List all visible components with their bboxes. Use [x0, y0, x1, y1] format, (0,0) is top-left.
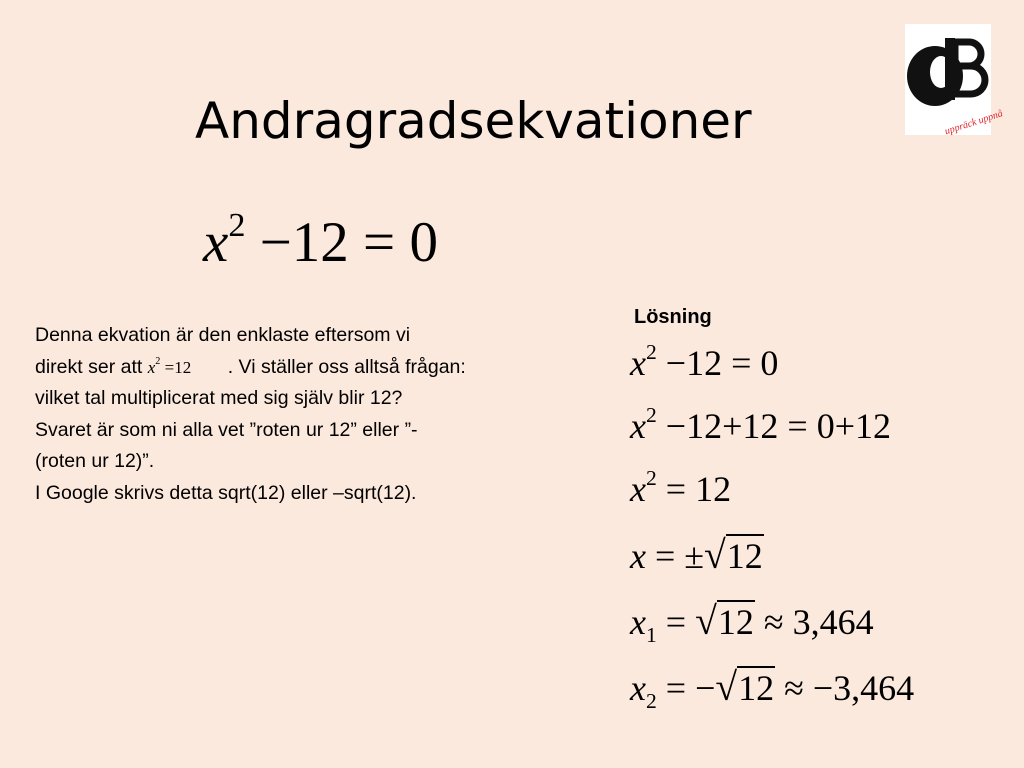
solution-step-5: $x_1 = √12 \approx 3,464$	[630, 599, 874, 648]
sqrt-symbol: √12	[704, 533, 763, 577]
sqrt-symbol: √12	[715, 665, 775, 709]
body-line-5: (roten ur 12)”.	[35, 450, 155, 472]
solution-step-3: $x^2 = 12$	[630, 465, 732, 509]
slide-title: Andragradsekvationer	[195, 92, 752, 150]
jb-logo-graphic	[905, 24, 1005, 138]
sqrt-symbol: √12	[695, 599, 754, 643]
solution-step-1: $x^2 -12 = 0$	[630, 339, 779, 383]
body-line-6: I Google skrivs detta sqrt(12) eller –sqrt(12).	[35, 481, 417, 504]
solution-step-6: $x_2 = -√12 \approx -3,464$	[630, 665, 915, 714]
solution-step-4: x = ±√12	[630, 533, 763, 577]
explanation-text	[35, 320, 545, 509]
body-line-1: Denna ekvation är den enklaste eftersom vi	[35, 324, 411, 346]
body-line-4: Svaret är som ni alla vet ”roten ur 12” eller ”-	[35, 418, 418, 441]
jb-logo	[905, 24, 1005, 138]
solution-step-2: $x^2 -12+12 = 0+12$	[630, 402, 891, 446]
main-equation: $x^2 -12 = 0$	[203, 206, 438, 274]
solution-label: Lösning	[634, 306, 712, 328]
logo-tagline: uppräck uppnå	[943, 108, 1005, 138]
inline-equation: $x^2 =12$	[147, 356, 192, 377]
body-line-3: vilket tal multiplicerat med sig själv blir 12?	[35, 387, 403, 409]
body-line-2: direkt ser att $x^2 =12$ . Vi ställer oss alltså frågan:	[35, 352, 545, 384]
